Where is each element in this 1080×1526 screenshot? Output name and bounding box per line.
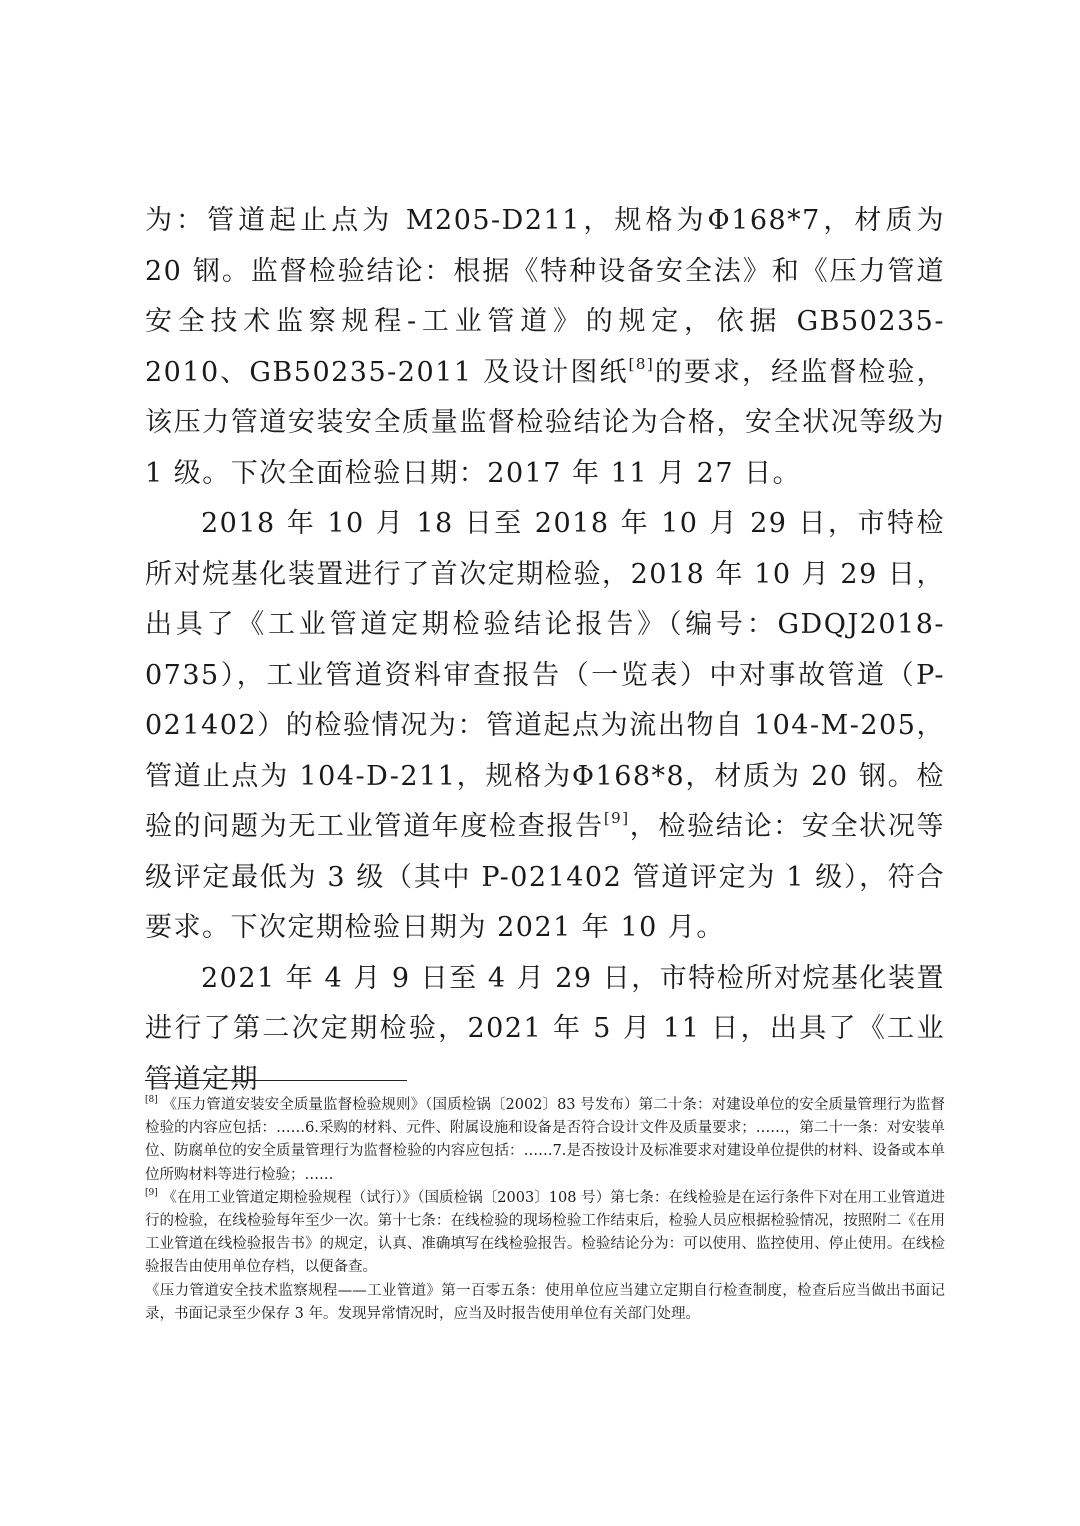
paragraph-1: 为：管道起止点为 M205-D211，规格为Φ168*7，材质为 20 钢。监督检验结论：根据《特种设备安全法》和《压力管道安全技术监察规程-工业管道》的规定，依据 GB50235-2010、GB50235-2011 及设计图纸[8]的要求，经监督检验，该压力管道安装安全质量监督检验结论为合格，安全状况等级为 1 级。下次全面检验日期：2017 年 11 月 27 日。 xyxy=(145,205,945,489)
footnote-mark: [8] xyxy=(145,1095,158,1106)
paragraph-3: 2021 年 4 月 9 日至 4 月 29 日，市特检所对烷基化装置进行了第二次定期检验，2021 年 5 月 11 日，出具了《工业管道定期 xyxy=(145,962,945,1095)
footnote-divider xyxy=(145,1080,407,1081)
footnote-9-continued xyxy=(145,1280,945,1326)
footnote-ref-9[interactable]: [9] xyxy=(603,809,630,827)
footnote-text: 《压力管道安全技术监察规程——工业管道》第一百零五条：使用单位应当建立定期自行检查制度，检查后应当做出书面记录，书面记录至少保存 3 年。发现异常情况时，应当及时报告使用单位有关部门处理。 xyxy=(145,1282,945,1322)
footnote-ref-8[interactable]: [8] xyxy=(628,354,655,373)
footnote-text: 《压力管道安装安全质量监督检验规则》（国质检锅〔2002〕83 号发布）第二十条：对建设单位的安全质量管理行为监督检验的内容应包括：……6.采购的材料、元件、附属设施和设备是否符合设计文件及质量要求；……，第二十一条：对安装单位、防腐单位的安全质量管理行为监督检验的内容应包括：……7.是否按设计及标准要求对建设单位提供的材料、设备或本单位所购材料等进行检验；…… xyxy=(145,1097,946,1183)
footnote-8 xyxy=(145,1094,945,1187)
body-text xyxy=(145,196,945,1105)
footnotes xyxy=(145,1094,945,1326)
footnote-text: 《在用工业管道定期检验规程（试行）》（国质检锅〔2003〕108 号）第七条：在线检验是在运行条件下对在用工业管道进行的检验，在线检验每年至少一次。第十七条：在线检验的现场检验工作结束后，检验人员应根据检验情况，按照附二《在用工业管道在线检验报告书》的规定，认真、准确填写在线检验报告。检验结论分为：可以使用、监控使用、停止使用。在线检验报告由使用单位存档，以便备查。 xyxy=(145,1189,946,1276)
footnote-9 xyxy=(145,1187,945,1280)
paragraph-2: 2018 年 10 月 18 日至 2018 年 10 月 29 日，市特检所对烷基化装置进行了首次定期检验，2018 年 10 月 29 日，出具了《工业管道定期检验结论报告》（编号：GDQJ2018-0735），工业管道资料审查报告（一览表）中对事故管道（P-021402）的检验情况为：管道起点为流出物自 104-M-205，管道止点为 104-D-211，规格为Φ168*8，材质为 20 钢。检验的问题为无工业管道年度检查报告[9]，检验结论：安全状况等级评定最低为 3 级（其中 P-021402 管道评定为 1 级），符合要求。下次定期检验日期为 2021 年 10 月。 xyxy=(145,508,946,943)
footnote-mark: [9] xyxy=(145,1187,158,1198)
